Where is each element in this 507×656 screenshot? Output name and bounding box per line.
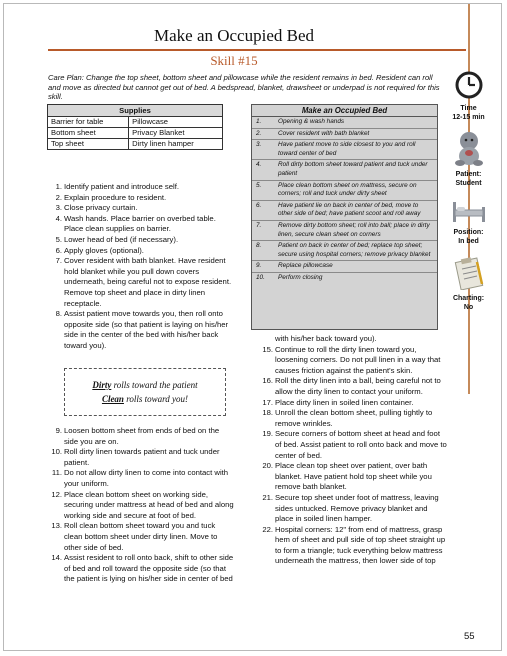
procedure-step [48,447,235,468]
supplies-cell: Privacy Blanket [129,128,223,139]
step-number: 3. [256,141,262,149]
procedure-step [259,493,447,525]
procedure-step [48,553,235,585]
step-number: 4. [55,213,62,223]
step-text: Roll dirty bottom sheet toward patient and tuck under patient [278,161,428,177]
step-text: Unroll the clean bottom sheet, pulling tightly to remove wrinkles. [275,408,433,428]
step-text: Roll clean bottom sheet toward you and tuck clean bottom sheet under dirty linen. Move to other side of bed. [64,521,218,552]
procedure-step [259,461,447,493]
step-text: Cover resident with bath blanket [278,129,370,137]
step-text: Hospital corners: 12" from end of mattress, grasp hem of sheet and pull side of top sheet straight up to form a triangle; tuck everything below mattress underneath the mattress, then lower side of top [275,524,446,566]
procedure-step [259,408,447,429]
summary-list [252,117,437,284]
supplies-cell: Bottom sheet [48,128,129,139]
summary-box-heading: Make an Occupied Bed [252,105,437,117]
step-number: 9. [256,262,262,270]
step-text: Assist resident to roll onto back, shift to other side of bed and roll toward the opposite side (so that the patient is lying on his/her side in center of bed [64,553,234,584]
position-value: In bed [458,237,479,245]
step-number: 5. [55,234,62,244]
step-number: 8. [55,309,62,319]
callout-line-dirty: Dirty rolls toward the patient [92,380,198,390]
procedure-step [252,129,437,141]
procedure-step [259,398,447,409]
step-number: 9. [55,426,62,435]
procedure-step [48,182,235,193]
step-text: Secure top sheet under foot of mattress, leaving sides untucked. Remove privacy blanket and place in soiled linen hamper. [275,492,439,524]
procedure-step [259,345,447,377]
step-number: 1. [256,118,262,125]
step-text: Secure corners of bottom sheet at head and foot of bed. Assist patient to roll onto back and move to center of bed. [275,429,447,460]
step-number: 10. [256,273,265,281]
procedure-step [252,261,437,273]
step-number: 11. [51,468,62,478]
step-number: 22. [262,524,273,534]
sidebar-info [441,70,496,312]
procedure-step [252,160,437,180]
clipboard-icon [451,256,487,290]
step-text: Roll dirty linen towards patient and tuck under patient. [64,447,220,467]
step-text: Assist patient move towards you, then roll onto opposite side (so that patient is laying on his/her side in the center of the bed with his/her back toward you). [64,309,229,350]
step-text: Place clean bottom sheet on mattress, secure on corners; roll and tuck under dirty sheet [278,181,417,198]
step-number: 6. [256,201,262,209]
procedure-column-1b [48,426,235,585]
supplies-cell: Top sheet [48,139,129,150]
procedure-step [48,490,235,522]
patient-doll-icon [452,130,486,166]
step-text: Replace pillowcase [278,262,333,270]
step-text: Remove dirty bottom sheet; roll into ball; place in dirty linen, secure clean sheet on corners [278,221,430,238]
step-number: 15. [262,344,273,354]
procedure-step [259,376,447,397]
page-number: 55 [464,631,475,642]
procedure-step [48,256,235,309]
procedure-step [252,201,437,221]
procedure-step [48,246,235,257]
step-text: Place dirty linen in soiled linen container. [275,397,414,407]
step-text: Perform closing [278,273,323,281]
step-number: 3. [55,203,62,213]
procedure-step [48,426,235,447]
summary-box [251,104,438,330]
step-number: 20. [262,461,273,471]
step-number: 10. [51,447,62,457]
step-text: Patient on back in center of bed; replace top sheet; secure using hospital corners; remove privacy blanket [278,242,431,258]
patient-label: Patient: [455,171,482,178]
step-14-continuation: with his/her back toward you). [275,334,377,343]
skill-number: Skill #15 [210,53,258,68]
procedure-step [259,525,447,567]
procedure-step [252,273,437,284]
step-text: Cover resident with bath blanket. Have resident hold blanket while you pull down covers underneath, being careful not to expose resident. Remove top sheet and place in dirty linen receptacle. [64,256,232,308]
step-text: Place clean bottom sheet on working side, securing under mattress at head of bed and along working side and secure at foot of bed. [64,489,234,520]
procedure-step [48,521,235,553]
supplies-cell: Dirty linen hamper [129,139,223,150]
step-text: Roll the dirty linen into a ball, being careful not to allow the dirty linen to contact your uniform. [275,376,441,396]
step-number: 7. [256,221,262,229]
procedure-step [48,309,235,351]
step-text: Opening & wash hands [278,118,345,125]
callout-line-clean: Clean rolls toward you! [101,394,189,404]
document-page [3,3,502,651]
step-text: Explain procedure to resident. [64,192,167,202]
clock-icon [454,70,484,100]
procedure-column-2 [259,334,447,567]
step-text: Lower head of bed (if necessary). [64,234,179,244]
step-text: Have patient lie on back in center of bed, move to other side of bed; have patient scoot and roll away [278,201,421,218]
step-number: 16. [262,376,273,386]
step-number: 8. [256,242,262,250]
procedure-step [48,468,235,489]
care-plan: Care Plan: Change the top sheet, bottom sheet and pillowcase while the resident remains in bed. Resident can roll and move as directed but cannot get out of bed. A bedspread, blanket, drawsheet or underpad is not required for this skill. [48,73,440,102]
position-label: Position: [453,229,484,236]
procedure-step [252,181,437,201]
step-text: Apply gloves (optional). [64,245,144,255]
bed-icon [450,198,488,224]
step-number: 17. [262,397,273,407]
step-text: Continue to roll the dirty linen toward you, loosening corners. Do not pull linen in a way that causes friction against the patient's skin. [275,344,441,375]
step-number: 14. [51,553,62,563]
charting-label: Charting: [452,295,485,302]
step-number: 12. [51,489,62,499]
step-text: Wash hands. Place barrier on overbed table. Place clean supplies on barrier. [64,213,216,234]
supplies-row [48,128,223,139]
charting-value: No [463,303,474,311]
step-text: Do not allow dirty linen to come into contact with your uniform. [64,468,229,488]
procedure-step [252,117,437,129]
supplies-heading: Supplies [48,105,223,117]
procedure-column-1 [48,182,235,352]
step-number: 19. [262,429,273,439]
step-number: 4. [256,161,262,169]
step-number: 7. [55,256,62,266]
step-number: 2. [55,192,62,202]
patient-value: Student [455,179,482,187]
page-title: Make an Occupied Bed [153,26,315,45]
supplies-cell: Barrier for table [48,117,129,128]
step-text: Loosen bottom sheet from ends of bed on the side you are on. [64,426,220,446]
step-number: 1. [55,182,62,191]
step-number: 5. [256,181,262,189]
procedure-step [252,241,437,261]
step-text: Close privacy curtain. [64,203,138,213]
supplies-cell: Pillowcase [129,117,223,128]
rolling-tip-callout [64,368,226,416]
step-number: 2. [256,129,262,137]
step-number: 18. [262,408,273,418]
supplies-row [48,139,223,150]
procedure-step [48,235,235,246]
supplies-table [47,104,223,150]
step-number: 13. [51,521,62,531]
step-number: 21. [262,492,273,502]
procedure-step [48,214,235,235]
supplies-row [48,117,223,128]
time-value: 12-15 min [452,113,485,121]
procedure-step [48,203,235,214]
time-label: Time [460,105,477,112]
step-text: Place clean top sheet over patient, over bath blanket. Have patient hold top sheet while you remove bath blanket. [275,461,432,492]
procedure-step [252,221,437,241]
step-text: Have patient move to side closest to you and roll toward center of bed [278,141,416,157]
step-number: 6. [55,245,62,255]
title-rule [48,49,466,51]
procedure-step [259,429,447,461]
procedure-step [252,140,437,160]
procedure-step [48,193,235,204]
step-text: Identify patient and introduce self. [64,182,179,191]
